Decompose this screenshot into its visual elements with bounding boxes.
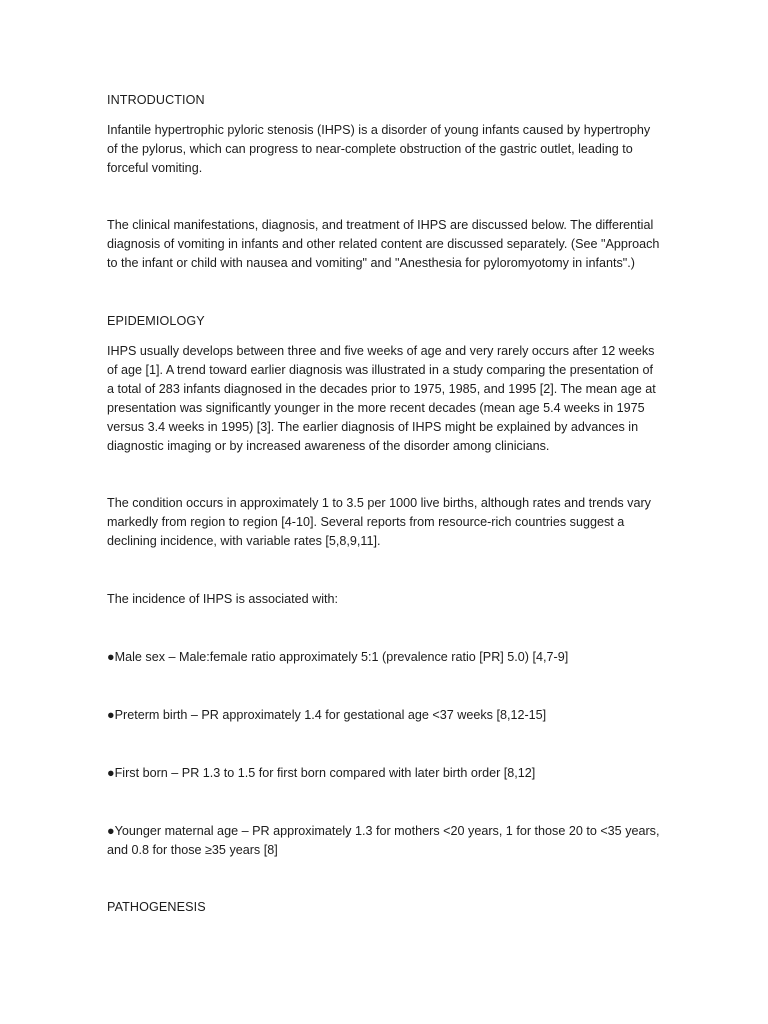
associated-factors-intro: The incidence of IHPS is associated with: — [107, 592, 338, 606]
introduction-paragraph-1-line-3: forceful vomiting. — [107, 161, 203, 175]
bullet-maternal-age-line-1: ●Younger maternal age – PR approximately 1.3 for mothers <20 years, 1 for those 20 to <35 years, — [107, 824, 660, 838]
epidemiology-paragraph-1-line-2: of age [1]. A trend toward earlier diagnosis was illustrated in a study comparing the presentation of — [107, 363, 654, 377]
epidemiology-paragraph-1-line-3: a total of 283 infants diagnosed in the decades prior to 1975, 1985, and 1995 [2]. The mean age at — [107, 382, 656, 396]
bullet-maternal-age-line-2: and 0.8 for those ≥35 years [8] — [107, 843, 278, 857]
epidemiology-paragraph-1-line-4: presentation was significantly younger in the more recent decades (mean age 5.4 weeks in 1975 — [107, 401, 645, 415]
epidemiology-paragraph-2-line-3: declining incidence, with variable rates [5,8,9,11]. — [107, 534, 381, 548]
epidemiology-paragraph-2-line-1: The condition occurs in approximately 1 to 3.5 per 1000 live births, although rates and trends vary — [107, 496, 651, 510]
epidemiology-heading: EPIDEMIOLOGY — [107, 314, 205, 328]
introduction-heading: INTRODUCTION — [107, 93, 205, 107]
epidemiology-paragraph-1-line-6: diagnostic imaging or by increased awareness of the disorder among clinicians. — [107, 439, 550, 453]
epidemiology-paragraph-1-line-5: versus 3.4 weeks in 1995) [3]. The earlier diagnosis of IHPS might be explained by advances in — [107, 420, 639, 434]
introduction-paragraph-1-line-1: Infantile hypertrophic pyloric stenosis (IHPS) is a disorder of young infants caused by hypertrophy — [107, 123, 651, 137]
epidemiology-paragraph-2-line-2: markedly from region to region [4-10]. Several reports from resource-rich countries suggest a — [107, 515, 625, 529]
bullet-preterm-birth: ●Preterm birth – PR approximately 1.4 for gestational age <37 weeks [8,12-15] — [107, 708, 547, 722]
pathogenesis-heading: PATHOGENESIS — [107, 900, 206, 914]
introduction-paragraph-2-line-1: The clinical manifestations, diagnosis, and treatment of IHPS are discussed below. The differential — [107, 218, 654, 232]
introduction-paragraph-2-line-2: diagnosis of vomiting in infants and other related content are discussed separately. (See "Approach — [107, 237, 660, 251]
introduction-paragraph-2-line-3: to the infant or child with nausea and vomiting" and "Anesthesia for pyloromyotomy in infants".) — [107, 256, 635, 270]
epidemiology-paragraph-1-line-1: IHPS usually develops between three and five weeks of age and very rarely occurs after 12 weeks — [107, 344, 655, 358]
bullet-male-sex: ●Male sex – Male:female ratio approximately 5:1 (prevalence ratio [PR] 5.0) [4,7-9] — [107, 650, 569, 664]
bullet-first-born: ●First born – PR 1.3 to 1.5 for first born compared with later birth order [8,12] — [107, 766, 536, 780]
introduction-paragraph-1-line-2: of the pylorus, which can progress to near-complete obstruction of the gastric outlet, leading to — [107, 142, 633, 156]
